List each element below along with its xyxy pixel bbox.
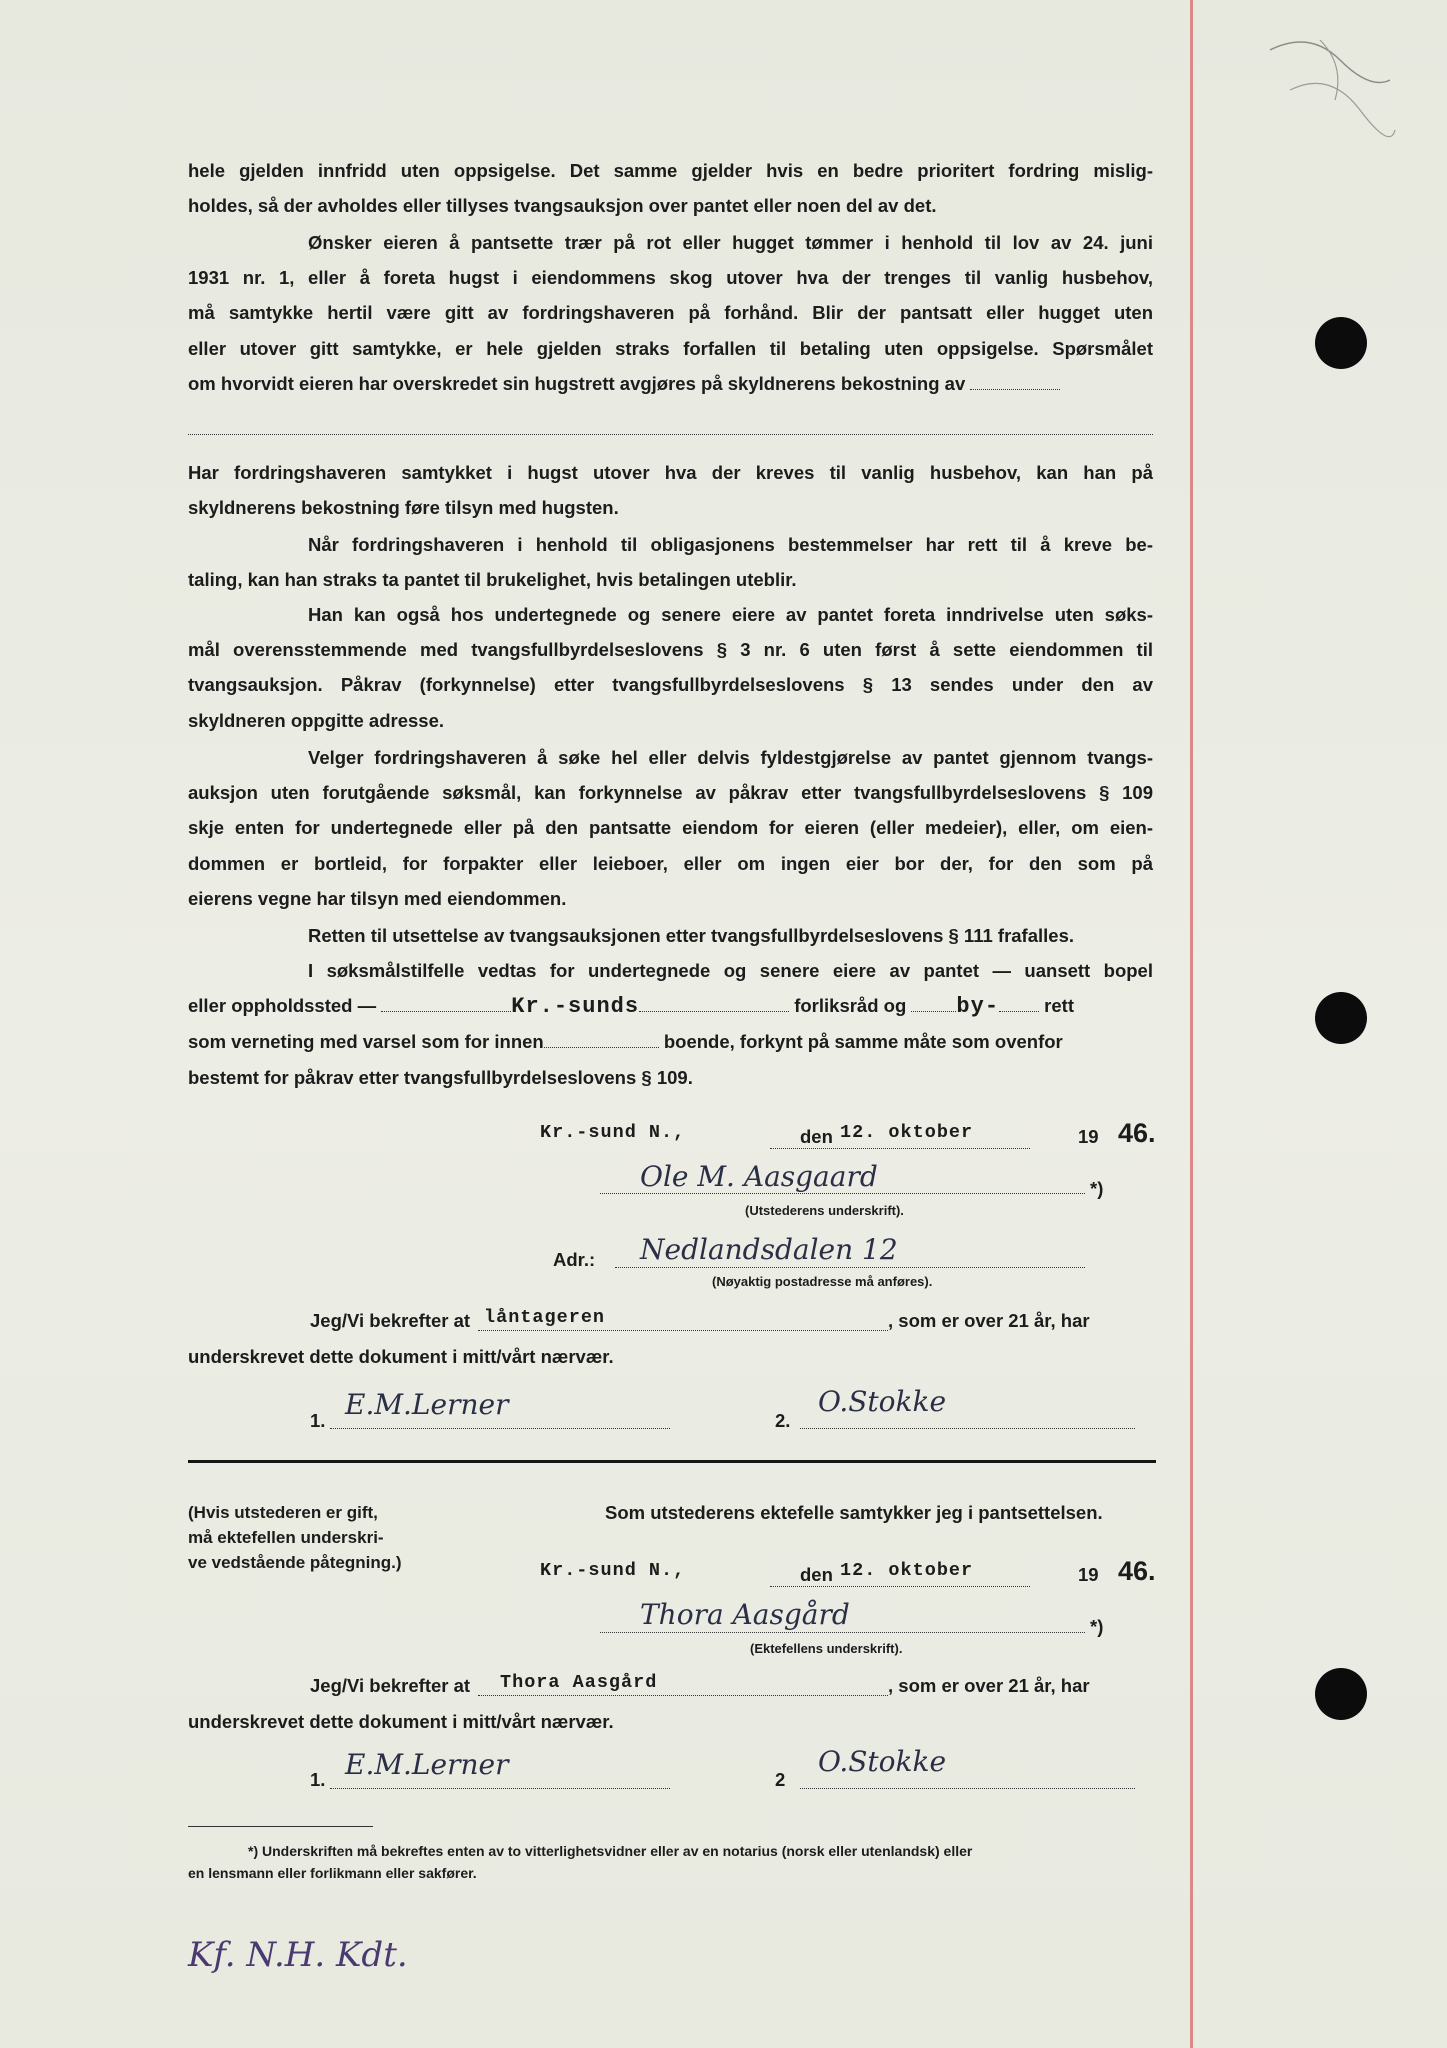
paragraph-supervision	[188, 455, 1153, 525]
side-note-line: ve vedstående påtegning.)	[188, 1553, 402, 1572]
typed-venue-place: Kr.-sunds	[511, 994, 640, 1020]
witness-1-label: 1.	[310, 1769, 326, 1790]
date-label: den	[800, 1126, 833, 1147]
text-line: skyldnerens bekostning føre tilsyn med hugsten.	[188, 497, 619, 519]
paragraph-venue	[188, 953, 1153, 1095]
year-prefix: 19	[1078, 1126, 1099, 1147]
text-line: holdes, så der avholdes eller tillyses tvangsauksjon over pantet eller noen del av det.	[188, 195, 937, 217]
confirm-text: Jeg/Vi bekrefter at	[310, 1675, 471, 1696]
text-line: dommen er bortleid, for forpakter eller leieboer, eller om ingen eier bor der, for den som på	[188, 852, 1153, 874]
text-line: skyldneren oppgitte adresse.	[188, 709, 445, 731]
witness-1-line	[330, 1428, 670, 1429]
address-label: Adr.:	[553, 1249, 596, 1270]
handwritten-year: 46.	[1118, 1118, 1156, 1148]
corner-scribble-icon	[1250, 20, 1400, 150]
name-fill-line	[478, 1695, 888, 1696]
witness-2-signature: O.Stokke	[818, 1385, 947, 1418]
text-line: eierens vegne har tilsyn med eiendommen.	[188, 887, 567, 909]
confirm-suffix: , som er over 21 år, har	[888, 1675, 1090, 1696]
text-line: Har fordringshaveren samtykket i hugst utover hva der kreves til vanlig husbehov, kan han på	[188, 462, 1153, 483]
text-line: hele gjelden innfridd uten oppsigelse. Det samme gjelder hvis en bedre prioritert fordring mislig-	[188, 160, 1153, 181]
punch-hole	[1315, 1668, 1367, 1720]
punch-hole	[1315, 317, 1367, 369]
text-line: tvangsauksjon. Påkrav (forkynnelse) etter tvangsfullbyrdelseslovens § 13 sendes under den av	[188, 674, 1153, 696]
text-line: bestemt for påkrav etter tvangsfullbyrdelseslovens § 109.	[188, 1066, 693, 1088]
witness-2-line	[800, 1428, 1135, 1429]
spouse-side-note	[188, 1500, 402, 1575]
paragraph-postponement	[188, 918, 1153, 953]
side-note-line: må ektefellen underskri-	[188, 1528, 384, 1547]
punch-hole	[1315, 992, 1367, 1044]
witness-2-label: 2	[775, 1769, 786, 1790]
address-caption: (Nøyaktig postadresse må anføres).	[712, 1274, 933, 1289]
witness-1-line	[330, 1788, 670, 1789]
typed-date: 12. oktober	[840, 1122, 974, 1143]
text-line: 1931 nr. 1, eller å foreta hugst i eiendommens skog utover hva der trenges til vanlig husbehov,	[188, 267, 1153, 289]
footnote-rule	[188, 1826, 373, 1827]
footnote-text: *) Underskriften må bekreftes enten av to vitterlighetsvidner eller av en notarius (norsk eller utenlandsk) eller	[248, 1843, 973, 1859]
section-divider	[188, 1460, 1156, 1463]
handwritten-year: 46.	[1118, 1556, 1156, 1586]
text-line: Velger fordringshaveren å søke hel eller delvis fyldestgjørelse av pantet gjennom tvangs-	[308, 747, 1153, 768]
signature-line	[600, 1632, 1085, 1633]
date-label: den	[800, 1564, 833, 1585]
paragraph-auction	[188, 740, 1153, 916]
text-line: Når fordringshaveren i henhold til obligasjonens bestemmelser har rett til å kreve be-	[308, 534, 1153, 555]
typed-place: Kr.-sund N.,	[540, 1122, 686, 1143]
confirm-line2: underskrevet dette dokument i mitt/vårt nærvær.	[188, 1346, 614, 1367]
paragraph-payment	[188, 527, 1153, 597]
issuer-signature: Ole M. Aasgaard	[640, 1160, 878, 1193]
date-fill-line	[770, 1148, 1030, 1149]
blank-fill-line	[188, 434, 1153, 435]
witness-2-label: 2.	[775, 1410, 791, 1431]
text-line: skje enten for undertegnede eller på den pantsatte eiendom for eieren (eller medeier), eller, om eien-	[188, 817, 1153, 839]
text-line: som verneting med varsel som for innen boende, forkynt på samme måte som ovenfor	[188, 1031, 1063, 1053]
text-line: Han kan også hos undertegnede og senere eiere av pantet foreta inndrivelse uten søks-	[308, 604, 1153, 625]
typed-court: by-	[956, 994, 1000, 1020]
spouse-consent: Som utstederens ektefelle samtykker jeg i pantsettelsen.	[605, 1502, 1103, 1523]
typed-place: Kr.-sund N.,	[540, 1560, 686, 1581]
year-prefix: 19	[1078, 1564, 1099, 1585]
text-line: mål overensstemmende med tvangsfullbyrdelseslovens § 3 nr. 6 uten først å sette eiendommen til	[188, 639, 1153, 661]
signature-line	[600, 1193, 1085, 1194]
spouse-signature: Thora Aasgård	[640, 1598, 850, 1631]
text-line: om hvorvidt eieren har overskredet sin hugstrett avgjøres på skyldnerens bekostning av	[188, 366, 1153, 401]
footnote-text: en lensmann eller forlikmann eller sakfører.	[188, 1865, 477, 1881]
typed-spouse-name: Thora Aasgård	[500, 1672, 658, 1693]
text-line: Ønsker eieren å pantsette trær på rot eller hugget tømmer i henhold til lov av 24. juni	[308, 232, 1153, 253]
text-line: eller oppholdssted — Kr.-sunds forliksråd og by- rett	[188, 994, 1074, 1020]
witness-1-signature: E.M.Lerner	[345, 1748, 509, 1781]
text-line: auksjon uten forutgående søksmål, kan forkynnelse av påkrav etter tvangsfullbyrdelseslovens § 109	[188, 782, 1153, 804]
confirm-suffix: , som er over 21 år, har	[888, 1310, 1090, 1331]
text-line: I søksmålstilfelle vedtas for undertegnede og senere eiere av pantet — uansett bopel	[308, 960, 1153, 981]
date-fill-line	[770, 1586, 1030, 1587]
witness-2-line	[800, 1788, 1135, 1789]
handwritten-address: Nedlandsdalen 12	[640, 1233, 898, 1266]
side-note-line: (Hvis utstederen er gift,	[188, 1503, 378, 1522]
footnote-star: *)	[1090, 1616, 1104, 1637]
margin-note: Kf. N.H. Kdt.	[188, 1935, 408, 1975]
confirm-text: Jeg/Vi bekrefter at	[310, 1310, 471, 1331]
text-line: taling, kan han straks ta pantet til brukelighet, hvis betalingen uteblir.	[188, 569, 797, 591]
paragraph-timber	[188, 225, 1153, 401]
text-line: må samtykke hertil være gitt av fordringshaveren på forhånd. Blir der pantsatt eller hugget uten	[188, 302, 1153, 324]
signature-caption: (Utstederens underskrift).	[745, 1203, 904, 1218]
confirm-line2: underskrevet dette dokument i mitt/vårt nærvær.	[188, 1711, 614, 1732]
text-line: eller utover gitt samtykke, er hele gjelden straks forfallen til betaling uten oppsigelse. Spørsmålet	[188, 337, 1153, 359]
address-line	[615, 1267, 1085, 1268]
typed-date: 12. oktober	[840, 1560, 974, 1581]
witness-2-signature: O.Stokke	[818, 1745, 947, 1778]
footnote-star: *)	[1090, 1178, 1104, 1199]
witness-1-signature: E.M.Lerner	[345, 1388, 509, 1421]
text-line: Retten til utsettelse av tvangsauksjonen etter tvangsfullbyrdelseslovens § 111 frafalles.	[308, 925, 1074, 946]
typed-borrower: låntageren	[484, 1307, 606, 1328]
paragraph-default	[188, 153, 1153, 223]
red-margin-line	[1190, 0, 1193, 2048]
witness-1-label: 1.	[310, 1410, 326, 1431]
name-fill-line	[478, 1330, 888, 1331]
signature-caption: (Ektefellens underskrift).	[750, 1641, 903, 1656]
paragraph-enforcement	[188, 597, 1153, 738]
